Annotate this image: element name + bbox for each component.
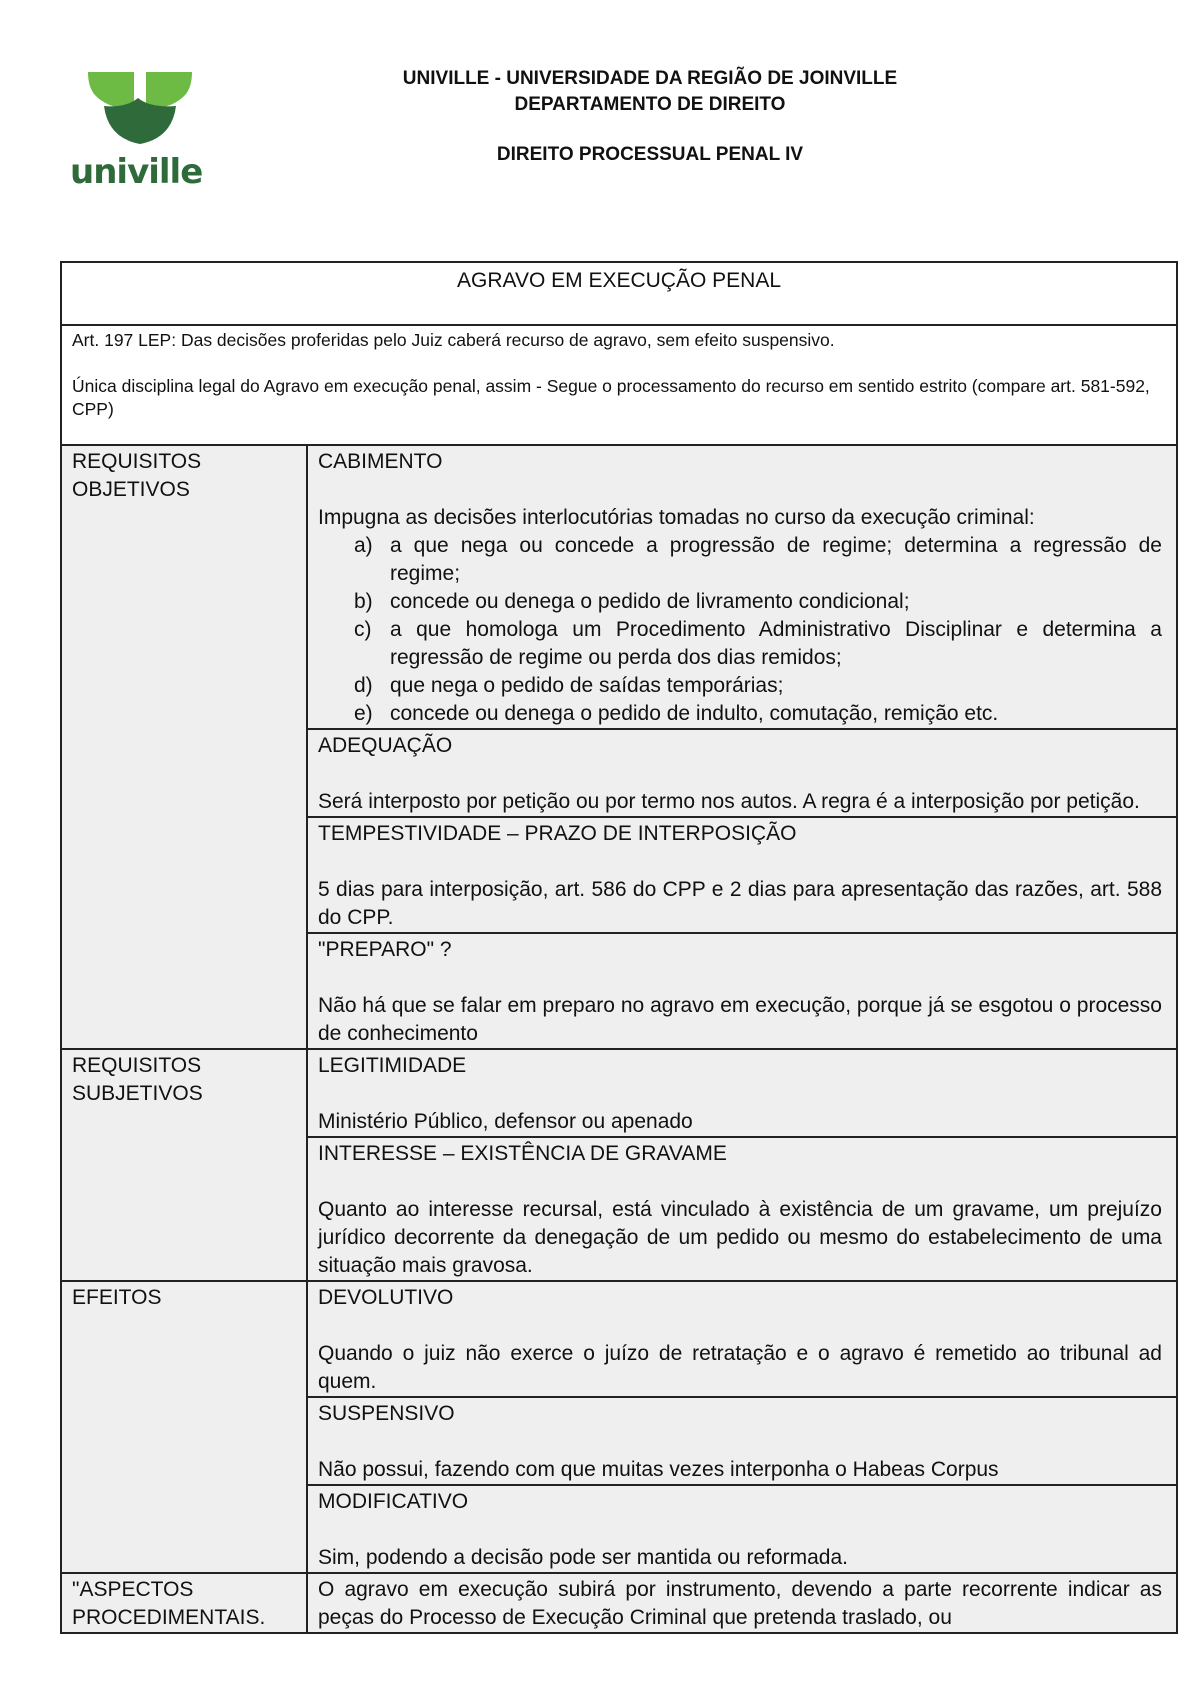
subsection-preparo [308, 932, 1176, 1048]
subsection-modificativo [308, 1484, 1176, 1572]
subsection-heading: CABIMENTO [318, 450, 443, 473]
univille-logo [70, 68, 210, 196]
subsection-text: Ministério Público, defensor ou apenado [318, 1110, 693, 1133]
list-item: e) concede ou denega o pedido de indulto, comutação, remição etc. [354, 702, 999, 725]
list-item: d) que nega o pedido de saídas temporárias; [354, 674, 784, 697]
subsection-interesse [308, 1136, 1176, 1280]
subsection-text: Quando o juiz não exerce o juízo de retratação e o agravo é remetido ao tribunal ad quem. [318, 1342, 1162, 1393]
subsection-tempestividade [308, 816, 1176, 932]
subsection-text: 5 dias para interposição, art. 586 do CPP e 2 dias para apresentação das razões, art. 588 do CPP. [318, 878, 1162, 929]
subsection-cabimento [308, 446, 1176, 728]
section-label: REQUISITOS OBJETIVOS [61, 445, 307, 1049]
content-table [60, 261, 1178, 1634]
intro-paragraph: Única disciplina legal do Agravo em execução penal, assim - Segue o processamento do recurso em sentido estrito (compare art. 581-592, CPP) [72, 376, 1150, 419]
subsection-suspensivo [308, 1396, 1176, 1484]
subsection-heading: INTERESSE – EXISTÊNCIA DE GRAVAME [318, 1142, 727, 1165]
subsection-heading: TEMPESTIVIDADE – PRAZO DE INTERPOSIÇÃO [318, 822, 797, 845]
subsection-adequacao [308, 728, 1176, 816]
subsection-heading: MODIFICATIVO [318, 1490, 469, 1513]
university-name: UNIVILLE - UNIVERSIDADE DA REGIÃO DE JOINVILLE [402, 68, 898, 89]
table-title: AGRAVO EM EXECUÇÃO PENAL [61, 262, 1177, 325]
section-content [307, 1281, 1177, 1573]
subsection-text: Não há que se falar em preparo no agravo em execução, porque já se esgotou o processo de conhecimento [318, 994, 1162, 1045]
section-content [307, 445, 1177, 1049]
subsection-text: Quanto ao interesse recursal, está vinculado à existência de um gravame, um prejuízo jurídico decorrente da denegação de um pedido ou mesmo do estabelecimento de uma situação mais gravosa. [318, 1198, 1162, 1277]
subsection-legitimidade [308, 1050, 1176, 1136]
section-content [307, 1573, 1177, 1633]
subsection-heading: LEGITIMIDADE [318, 1054, 467, 1077]
subsection-heading: ADEQUAÇÃO [318, 734, 453, 757]
subsection-heading: DEVOLUTIVO [318, 1286, 454, 1309]
intro-cell [61, 325, 1177, 445]
subsection-heading: "PREPARO" ? [318, 938, 452, 961]
subsection-text: Sim, podendo a decisão pode ser mantida ou reformada. [318, 1546, 848, 1569]
leaf-icon [70, 68, 210, 156]
subsection-text: O agravo em execução subirá por instrumento, devendo a parte recorrente indicar as peças do Processo de Execução Criminal que pretenda traslado, ou [318, 1578, 1162, 1629]
section-label: "ASPECTOS PROCEDIMENTAIS. [61, 1573, 307, 1633]
document-header [300, 66, 1000, 168]
section-label: REQUISITOS SUBJETIVOS [61, 1049, 307, 1281]
intro-paragraph: Art. 197 LEP: Das decisões proferidas pelo Juiz caberá recurso de agravo, sem efeito suspensivo. [72, 330, 835, 350]
list-item: c) a que homologa um Procedimento Administrativo Disciplinar e determina a regressão de regime ou perda dos dias remidos; [354, 618, 1162, 669]
course-name: DIREITO PROCESSUAL PENAL IV [496, 144, 804, 165]
list-item: b) concede ou denega o pedido de livramento condicional; [354, 590, 910, 613]
subsection-heading: SUSPENSIVO [318, 1402, 455, 1425]
section-content [307, 1049, 1177, 1281]
list-item: a) a que nega ou concede a progressão de regime; determina a regressão de regime; [354, 534, 1162, 585]
subsection-devolutivo [308, 1282, 1176, 1396]
subsection-text: Será interposto por petição ou por termo nos autos. A regra é a interposição por petição. [318, 790, 1140, 813]
section-label: EFEITOS [61, 1281, 307, 1573]
cabimento-list [318, 532, 1162, 728]
subsection-text: Não possui, fazendo com que muitas vezes interponha o Habeas Corpus [318, 1458, 999, 1481]
department-name: DEPARTAMENTO DE DIREITO [514, 94, 786, 115]
logo-wordmark: univille [70, 152, 203, 192]
subsection-text: Impugna as decisões interlocutórias tomadas no curso da execução criminal: [318, 506, 1035, 529]
